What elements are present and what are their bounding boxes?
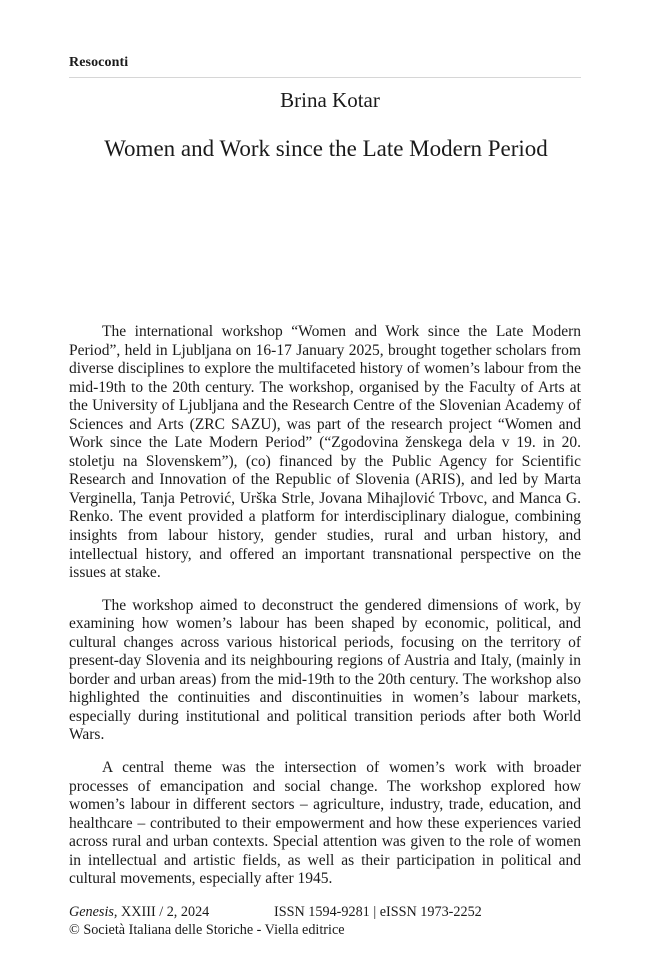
- article-body: [69, 323, 581, 903]
- article-author: Brina Kotar: [280, 88, 380, 112]
- journal-issue: , XXIII / 2, 2024: [113, 904, 210, 920]
- journal-name: Genesis: [69, 904, 114, 920]
- page-footer: [69, 903, 581, 939]
- article-title: Women and Work since the Late Modern Period: [104, 136, 548, 161]
- section-label: Resoconti: [69, 55, 129, 70]
- header-rule: [69, 77, 581, 78]
- copyright-text: © Società Italiana delle Storiche - Viella editrice: [69, 922, 345, 938]
- footer-citation: [69, 903, 581, 921]
- paragraph: A central theme was the intersection of women’s work with broader processes of emancipation and social change. The workshop explored how women’s labour in different sectors – agriculture, industry, trade, education, and healthcare – contributed to their empowerment and how these experiences varied across rural and urban contexts. Special attention was given to the role of women in intellectual and artistic fields, as well as their participation in political and cultural movements, especially after 1945.: [69, 759, 581, 888]
- paragraph: The workshop aimed to deconstruct the gendered dimensions of work, by examining how women’s labour has been shaped by economic, political, and cultural changes across various historical periods, focusing on the territory of present-day Slovenia and its neighbouring regions of Austria and Italy, (mainly in border and urban areas) from the mid-19th to the 20th century. The workshop also highlighted the continuities and discontinuities in women’s labour markets, especially during institutional and political transition periods after both World Wars.: [69, 596, 581, 744]
- paragraph: The international workshop “Women and Work since the Late Modern Period”, held in Ljubljana on 16-17 January 2025, brought together scholars from diverse disciplines to explore the multifaceted history of women’s labour from the mid-19th to the 20th century. The workshop, organised by the Faculty of Arts at the University of Ljubljana and the Research Centre of the Slovenian Academy of Sciences and Arts (ZRC SAZU), was part of the research project “Women and Work since the Late Modern Period” (“Zgodovina ženskega dela v 19. in 20. stoletju na Slovenskem”), (co) financed by the Public Agency for Scientific Research and Innovation of the Republic of Slovenia (ARIS), and led by Marta Verginella, Tanja Petrović, Urška Strle, Jovana Mihajlović Trbovc, and Manca G. Renko. The event provided a platform for interdisciplinary dialogue, combining insights from labour history, gender studies, rural and urban history, and intellectual history, and offered an important transnational perspective on the issues at stake.: [69, 323, 581, 582]
- issn-text: ISSN 1594-9281 | eISSN 1973-2252: [274, 904, 482, 920]
